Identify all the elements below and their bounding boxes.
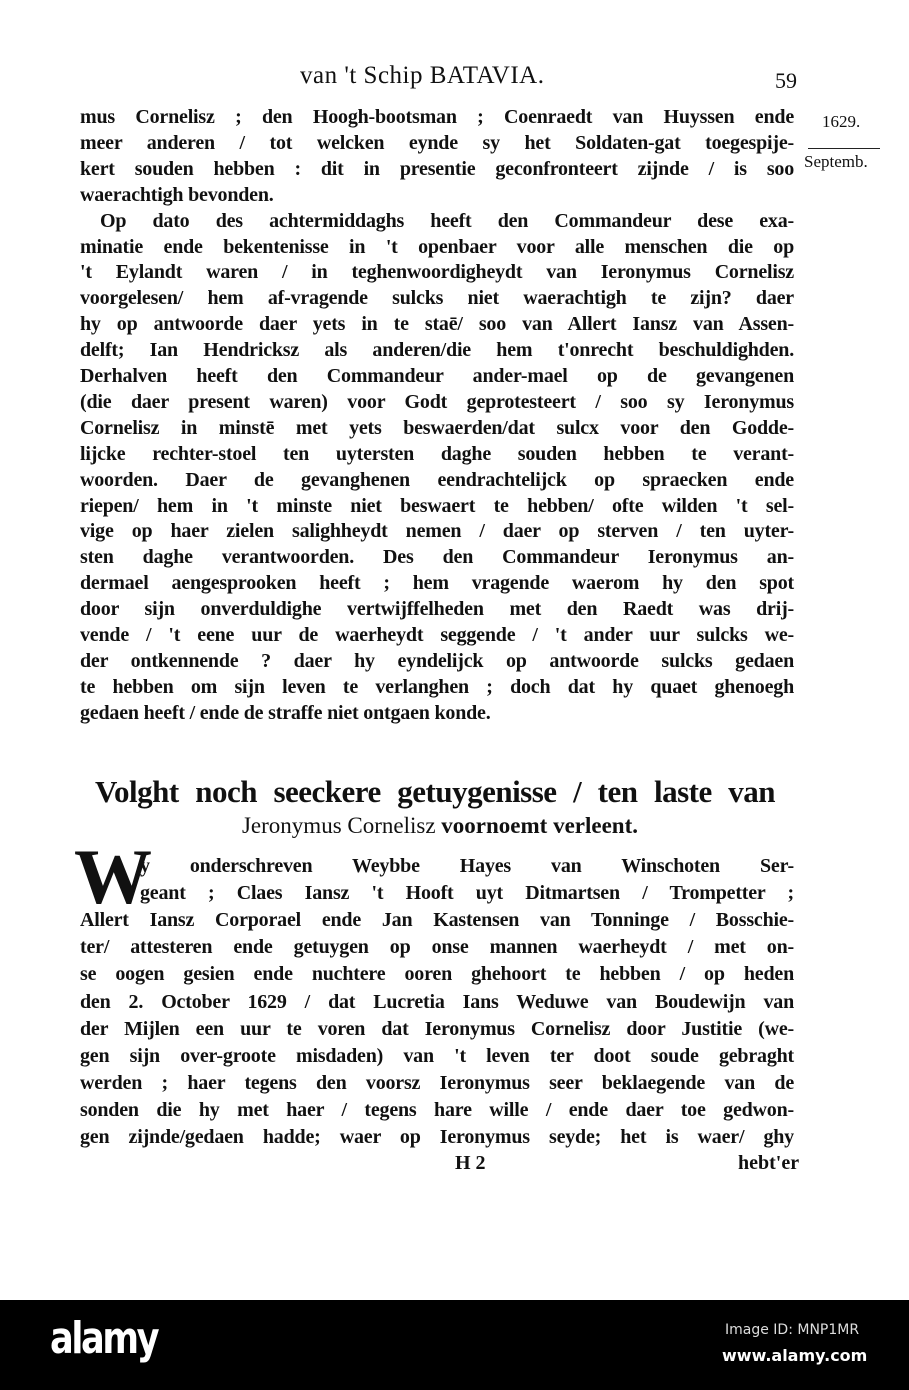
- drop-cap: W: [74, 833, 152, 920]
- image-id: Image ID: MNP1MR: [725, 1322, 860, 1338]
- text-line: se oogen gesien ende nuchtere ooren ghehoort te hebben / op heden: [80, 963, 794, 986]
- text-line: Derhalven heeft den Commandeur ander-mael op de gevangenen: [80, 365, 794, 387]
- catchword: hebt'er: [738, 1152, 800, 1174]
- alamy-logo: alamy: [50, 1313, 158, 1364]
- text-line: minatie ende bekentenisse in 't openbaer voor alle menschen die op: [80, 235, 794, 258]
- text-line: geant ; Claes Iansz 't Hooft uyt Ditmartsen / Trompetter ;: [140, 882, 794, 905]
- subheading-name: Jeronymus Cornelisz: [241, 813, 436, 838]
- text-line: ter/ attesteren ende getuygen op onse mannen waerheydt / met on-: [80, 936, 794, 959]
- text-line: y onderschreven Weybbe Hayes van Winschoten Ser-: [140, 855, 794, 877]
- margin-note-month: Septemb.: [804, 152, 868, 171]
- text-line: woorden. Daer de gevanghenen eendrachtelijck op spraecken ende: [80, 468, 794, 491]
- section-heading: Volght noch seeckere getuygenisse / ten laste van: [95, 774, 775, 809]
- text-line: riepen/ hem in 't minste niet beswaert te hebben/ ofte wilden 't sel-: [80, 494, 794, 517]
- text-line: meer anderen / tot welcken eynde sy het Soldaten-gat toegespije-: [80, 131, 794, 154]
- text-line: delft; Ian Hendricksz als anderen/die hem t'onrecht beschuldighden.: [80, 339, 794, 362]
- text-line: sonden die hy met haer / tegens hare wille / ende daer toe gedwon-: [80, 1098, 794, 1121]
- page-number: 59: [775, 68, 797, 93]
- margin-rule: [808, 148, 880, 149]
- text-line: (die daer present waren) voor Godt geprotesteert / soo sy Ieronymus: [80, 390, 794, 413]
- text-line: mus Cornelisz ; den Hoogh-bootsman ; Coenraedt van Huyssen ende: [80, 106, 794, 128]
- text-line: der ontkennende ? daer hy eyndelijck op antwoorde sulcks gedaen: [80, 649, 794, 672]
- text-line: sten daghe verantwoorden. Des den Commandeur Ieronymus an-: [80, 546, 794, 569]
- text-line: der Mijlen een uur te voren dat Ieronymus Cornelisz door Justitie (we-: [80, 1017, 794, 1040]
- text-line: Op dato des achtermiddaghs heeft den Commandeur dese exa-: [100, 209, 794, 232]
- subheading-rest: voornoemt verleent.: [441, 813, 638, 838]
- text-line: door sijn onverduldighe vertwijffelheden met den Raedt was drij-: [80, 598, 794, 621]
- text-line: lijcke rechter-stoel ten uytersten daghe souden hebben te verant-: [80, 442, 794, 465]
- text-line: hy op antwoorde daer yets in te staē/ soo van Allert Iansz van Assen-: [80, 313, 794, 336]
- text-line: den 2. October 1629 / dat Lucretia Ians Weduwe van Boudewijn van: [80, 990, 794, 1013]
- text-line: 't Eylandt waren / in teghenwoordigheydt van Ieronymus Cornelisz: [80, 261, 794, 284]
- text-line: vende / 't eene uur de waerheydt seggende / 't ander uur sulcks we-: [80, 624, 794, 646]
- watermark-site: www.alamy.com: [722, 1346, 868, 1365]
- text-line: Allert Iansz Corporael ende Jan Kastensen van Tonninge / Bosschie-: [80, 909, 794, 932]
- text-line: gen sijn over-groote misdaden) van 't leven ter doot soude gebraght: [80, 1044, 794, 1067]
- section-subheading: [180, 813, 700, 839]
- text-line: voorgelesen/ hem af-vragende sulcks niet waerachtigh te zijn? daer: [80, 287, 794, 310]
- text-line: gedaen heeft / ende de straffe niet ontgaen konde.: [80, 701, 491, 724]
- text-line: Cornelisz in minstē met yets beswaerden/dat sulcx voor den Godde-: [80, 416, 794, 439]
- text-line: gen zijnde/gedaen hadde; waer op Ieronymus seyde; het is waer/ ghy: [80, 1126, 794, 1148]
- text-line: werden ; haer tegens den voorsz Ieronymus seer beklaegende van de: [80, 1071, 794, 1094]
- text-line: te hebben om sijn leven te verlanghen ; doch dat hy quaet ghenoegh: [80, 675, 794, 698]
- text-line: vige op haer zielen salighheydt nemen / daer op sterven / ten uyter-: [80, 520, 794, 543]
- text-line: kert souden hebben : dit in presentie geconfronteert zijnde / is soo: [80, 157, 794, 180]
- text-line: waerachtigh bevonden.: [80, 183, 274, 206]
- signature-mark: H 2: [455, 1152, 486, 1174]
- margin-note-year: 1629.: [822, 112, 861, 131]
- running-title: van 't Schip BATAVIA.: [300, 62, 545, 89]
- text-line: dermael aengesprooken heeft ; hem vragende waerom hy den spot: [80, 572, 794, 595]
